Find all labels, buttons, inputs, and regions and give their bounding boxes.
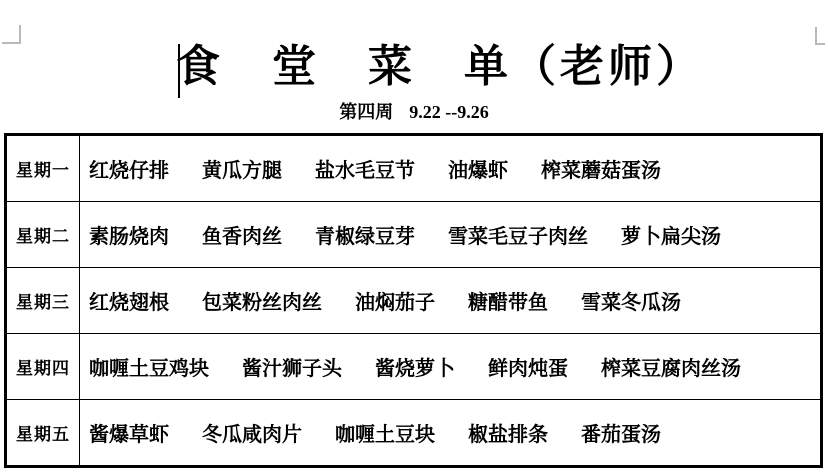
dish: 油焖茄子 [355, 292, 435, 314]
dish: 盐水毛豆节 [315, 160, 415, 182]
dish: 黄瓜方腿 [202, 160, 282, 182]
dish: 椒盐排条 [468, 424, 548, 446]
menu-row-monday [7, 136, 820, 201]
dishes-cell-tuesday[interactable] [80, 202, 820, 267]
subtitle-dates: 9.22 --9.26 [409, 102, 489, 122]
dish: 雪菜冬瓜汤 [581, 292, 681, 314]
day-cell-thursday[interactable]: 星期四 [7, 334, 80, 399]
dish: 酱汁狮子头 [242, 358, 342, 380]
menu-row-thursday [7, 333, 820, 399]
dish: 红烧仔排 [89, 160, 169, 182]
dish: 榨菜豆腐肉丝汤 [601, 358, 741, 380]
dish: 雪菜毛豆子肉丝 [448, 226, 588, 248]
menu-row-tuesday [7, 201, 820, 267]
dish: 糖醋带鱼 [468, 292, 548, 314]
dish: 咖喱土豆鸡块 [89, 358, 209, 380]
day-cell-tuesday[interactable]: 星期二 [7, 202, 80, 267]
dishes-cell-friday[interactable] [80, 400, 820, 465]
dish: 红烧翅根 [89, 292, 169, 314]
dish: 榨菜蘑菇蛋汤 [541, 160, 661, 182]
dish: 油爆虾 [448, 160, 508, 182]
dish: 素肠烧肉 [89, 226, 169, 248]
dish: 包菜粉丝肉丝 [202, 292, 322, 314]
dish: 番茄蛋汤 [581, 424, 661, 446]
dishes-cell-wednesday[interactable] [80, 268, 820, 333]
dish: 鱼香肉丝 [202, 226, 282, 248]
day-cell-wednesday[interactable]: 星期三 [7, 268, 80, 333]
dish: 酱烧萝卜 [375, 358, 455, 380]
dish: 鲜肉炖蛋 [488, 358, 568, 380]
dish: 冬瓜咸肉片 [202, 424, 302, 446]
dish: 青椒绿豆芽 [315, 226, 415, 248]
subtitle-week: 第四周 [339, 102, 394, 122]
dishes-cell-monday[interactable] [80, 136, 820, 201]
menu-table [4, 133, 823, 468]
day-cell-friday[interactable]: 星期五 [7, 400, 80, 465]
menu-row-wednesday [7, 267, 820, 333]
dish: 酱爆草虾 [89, 424, 169, 446]
day-cell-monday[interactable]: 星期一 [7, 136, 80, 201]
menu-row-friday [7, 399, 820, 465]
dish: 咖喱土豆块 [335, 424, 435, 446]
page-title[interactable]: 食 堂 菜 单（老师） [176, 42, 704, 91]
page-subtitle[interactable] [0, 100, 828, 124]
dish: 萝卜扁尖汤 [621, 226, 721, 248]
dishes-cell-thursday[interactable] [80, 334, 820, 399]
